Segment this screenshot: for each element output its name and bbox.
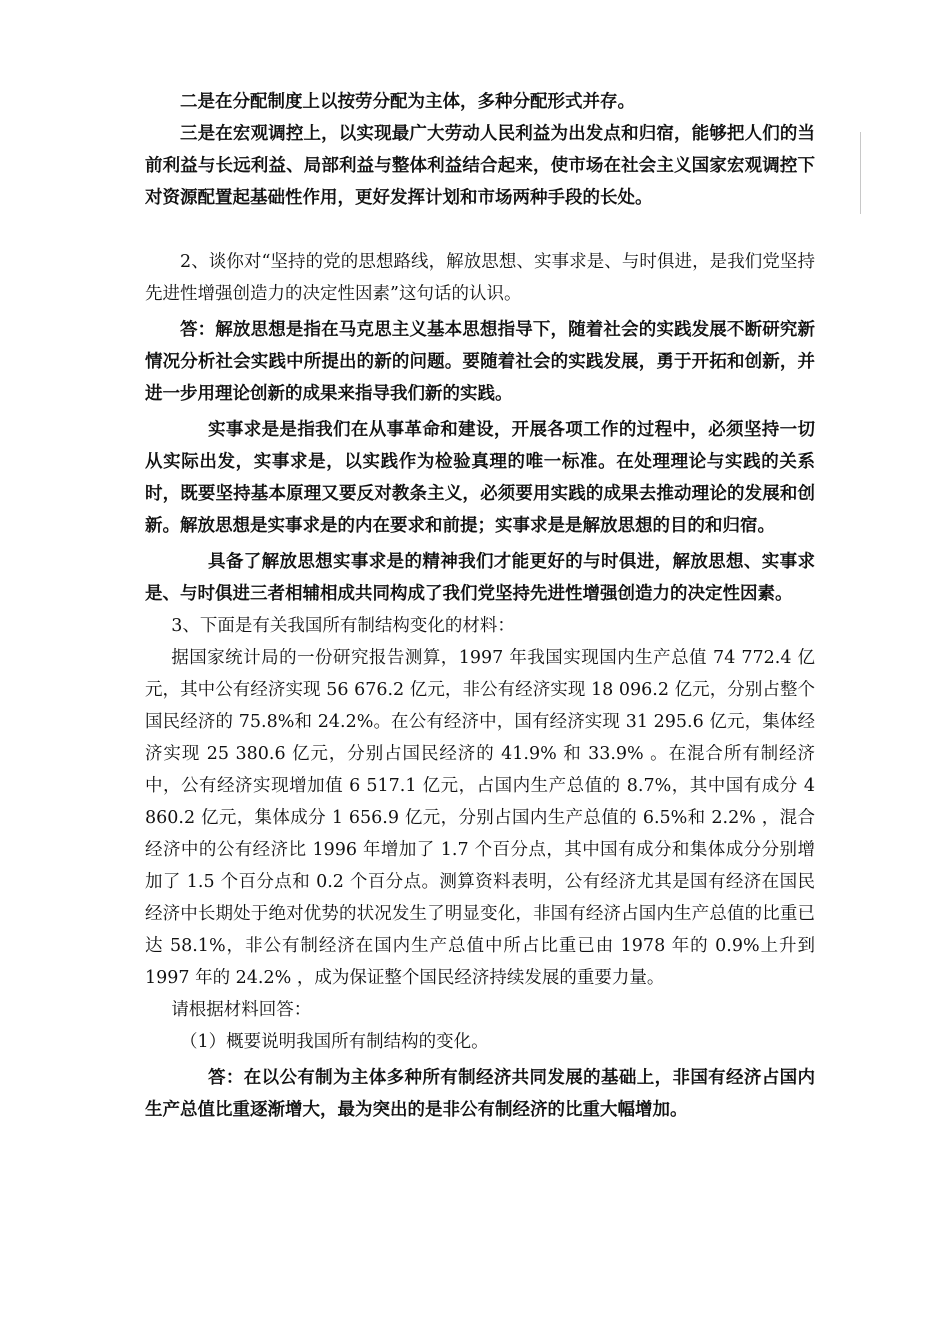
document-page xyxy=(145,86,815,1126)
answer-3-part-1: 答：在以公有制为主体多种所有制经济共同发展的基础上，非国有经济占国内生产总值比重逐渐增大，最为突出的是非公有制经济的比重大幅增加。 xyxy=(145,1068,815,1120)
sub-question-1: （1）概要说明我国所有制结构的变化。 xyxy=(180,1032,489,1052)
answer-prompt: 请根据材料回答： xyxy=(171,1000,312,1020)
question-3: 3、下面是有关我国所有制结构变化的材料： xyxy=(171,616,515,636)
question-2: 2、谈你对“坚持的党的思想路线，解放思想、实事求是、与时俱进，是我们党坚持先进性增强创造力的决定性因素”这句话的认识。 xyxy=(145,252,815,304)
answer-2-part-1: 答：解放思想是指在马克思主义基本思想指导下，随着社会的实践发展不断研究新情况分析社会实践中所提出的新的问题。要随着社会的实践发展，勇于开拓和创新，并进一步用理论创新的成果来指导我们新的实践。 xyxy=(145,320,815,404)
blank-line xyxy=(145,214,815,246)
answer-2-part-2: 实事求是是指我们在从事革命和建设，开展各项工作的过程中，必须坚持一切从实际出发，实事求是，以实践作为检验真理的唯一标准。在处理理论与实践的关系时，既要坚持基本原理又要反对教条主义，必须要用实践的成果去推动理论的发展和创新。解放思想是实事求是的内在要求和前提；实事求是是解放思想的目的和归宿。 xyxy=(145,420,815,536)
answer-2-part-3: 具备了解放思想实事求是的精神我们才能更好的与时俱进，解放思想、实事求是、与时俱进三者相辅相成共同构成了我们党坚持先进性增强创造力的决定性因素。 xyxy=(145,552,815,604)
paragraph-distribution: 二是在分配制度上以按劳分配为主体，多种分配形式并存。 xyxy=(180,92,635,112)
statistics-material: 据国家统计局的一份研究报告测算，1997 年我国实现国内生产总值 74 772.4 亿元，其中公有经济实现 56 676.2 亿元，非公有经济实现 18 096.2 亿元，分别占整个国民经济的 75.8%和 24.2%。在公有经济中，国有经济实现 31 295.6 亿元，集体经济实现 25 380.6 亿元，分别占国民经济的 41.9% 和 33.9% 。在混合所有制经济中，公有经济实现增加值 6 517.1 亿元，占国内生产总值的 8.7%，其中国有成分 4 860.2 亿元，集体成分 1 656.9 亿元，分别占国内生产总值的 6.5%和 2.2% ，混合经济中的公有经济比 1996 年增加了 1.7 个百分点，其中国有成分和集体成分分别增加了 1.5 个百分点和 0.2 个百分点。测算资料表明，公有经济尤其是国有经济在国民经济中长期处于绝对优势的状况发生了明显变化，非国有经济占国内生产总值的比重已达 58.1%，非公有制经济在国内生产总值中所占比重已由 1978 年的 0.9%上升到 1997 年的 24.2% ，成为保证整个国民经济持续发展的重要力量。 xyxy=(145,648,815,988)
paragraph-macro-control: 三是在宏观调控上，以实现最广大劳动人民利益为出发点和归宿，能够把人们的当前利益与长远利益、局部利益与整体利益结合起来，使市场在社会主义国家宏观调控下对资源配置起基础性作用，更好发挥计划和市场两种手段的长处。 xyxy=(145,124,815,208)
page-frame-top xyxy=(860,132,861,214)
